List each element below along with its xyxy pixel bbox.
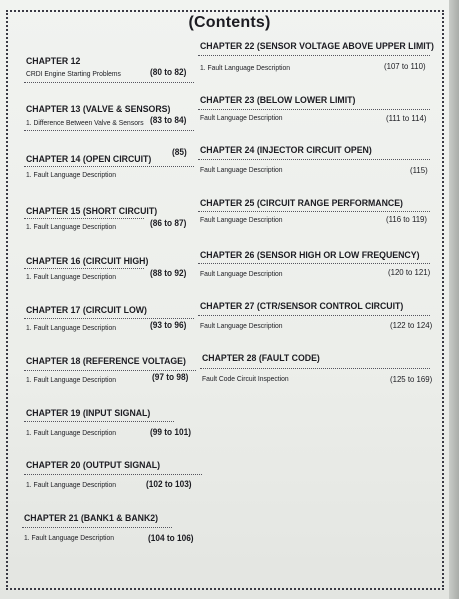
dotted-rule [200,368,430,369]
chapter-title: CHAPTER 23 (BELOW LOWER LIMIT) [200,95,356,106]
dotted-rule [24,370,196,371]
dotted-rule [198,159,430,160]
page-range: (80 to 82) [150,67,187,77]
chapter-title: CHAPTER 12 [26,56,81,67]
entry-description: 1. Fault Language Description [26,272,117,281]
page-range: (88 to 92) [150,268,187,278]
entry-description: CRDI Engine Starting Problems [26,69,121,78]
chapter-title: CHAPTER 22 (SENSOR VOLTAGE ABOVE UPPER LIMIT) [200,41,434,52]
chapter-title: CHAPTER 15 (SHORT CIRCUIT) [26,206,158,217]
chapter-title: CHAPTER 18 (REFERENCE VOLTAGE) [26,356,186,367]
entry-description: 1. Fault Language Description [26,170,117,179]
entry-description: Fault Language Description [200,321,283,330]
chapter-title: CHAPTER 16 (CIRCUIT HIGH) [26,256,149,267]
chapter-title: CHAPTER 14 (OPEN CIRCUIT) [26,154,152,165]
entry-description: 1. Difference Between Valve & Sensors [26,118,144,127]
contents-title: (Contents) [188,14,271,31]
page-range: (120 to 121) [388,267,431,277]
page-range: (86 to 87) [150,218,187,228]
page-range: (107 to 110) [384,61,426,71]
entry-description: Fault Language Description [200,113,283,122]
entry-description: 1. Fault Language Description [26,222,117,231]
dotted-rule [22,527,172,528]
dotted-rule [24,474,202,475]
dotted-rule [198,109,430,110]
page-range: (97 to 98) [152,372,189,382]
dotted-rule [198,315,430,316]
entry-description: 1. Fault Language Description [24,533,115,542]
entry-description: Fault Language Description [200,165,283,174]
chapter-title: CHAPTER 28 (FAULT CODE) [202,353,320,364]
chapter-title: CHAPTER 19 (INPUT SIGNAL) [26,408,151,419]
dotted-rule [24,268,144,269]
page-range: (93 to 96) [150,320,187,330]
entry-description: 1. Fault Language Description [200,63,291,72]
chapter-title: CHAPTER 13 (VALVE & SENSORS) [26,104,171,115]
chapter-title: CHAPTER 20 (OUTPUT SIGNAL) [26,460,161,471]
page-range: (104 to 106) [148,533,194,543]
dotted-rule [24,421,174,422]
dotted-rule [24,130,194,131]
entry-description: Fault Language Description [200,269,283,278]
chapter-title: CHAPTER 24 (INJECTOR CIRCUIT OPEN) [200,145,372,156]
page-range: (116 to 119) [386,214,428,224]
page-edge [449,0,459,599]
chapter-title: CHAPTER 21 (BANK1 & BANK2) [24,513,159,524]
page-range: (99 to 101) [150,427,191,437]
chapter-title: CHAPTER 27 (CTR/SENSOR CONTROL CIRCUIT) [200,301,404,312]
page-range: (115) [410,165,428,175]
dotted-rule [24,318,194,319]
entry-description: 1. Fault Language Description [26,480,117,489]
entry-description: 1. Fault Language Description [26,323,117,332]
entry-description: 1. Fault Language Description [26,375,117,384]
dotted-rule [198,263,430,264]
chapter-title: CHAPTER 17 (CIRCUIT LOW) [26,305,147,316]
dotted-rule [24,82,194,83]
dotted-rule [198,55,430,56]
page-range: (85) [172,147,187,157]
page-range: (111 to 114) [386,113,427,123]
page-range: (102 to 103) [146,479,192,489]
chapter-title: CHAPTER 26 (SENSOR HIGH OR LOW FREQUENCY) [200,250,420,261]
page-range: (122 to 124) [390,320,433,330]
page-range: (125 to 169) [390,374,433,384]
entry-description: Fault Language Description [200,215,283,224]
page-range: (83 to 84) [150,115,187,125]
dotted-rule [24,166,194,167]
entry-description: Fault Code Circuit Inspection [202,374,289,383]
chapter-title: CHAPTER 25 (CIRCUIT RANGE PERFORMANCE) [200,198,403,209]
dotted-rule [24,218,144,219]
dotted-rule [198,211,430,212]
entry-description: 1. Fault Language Description [26,428,117,437]
